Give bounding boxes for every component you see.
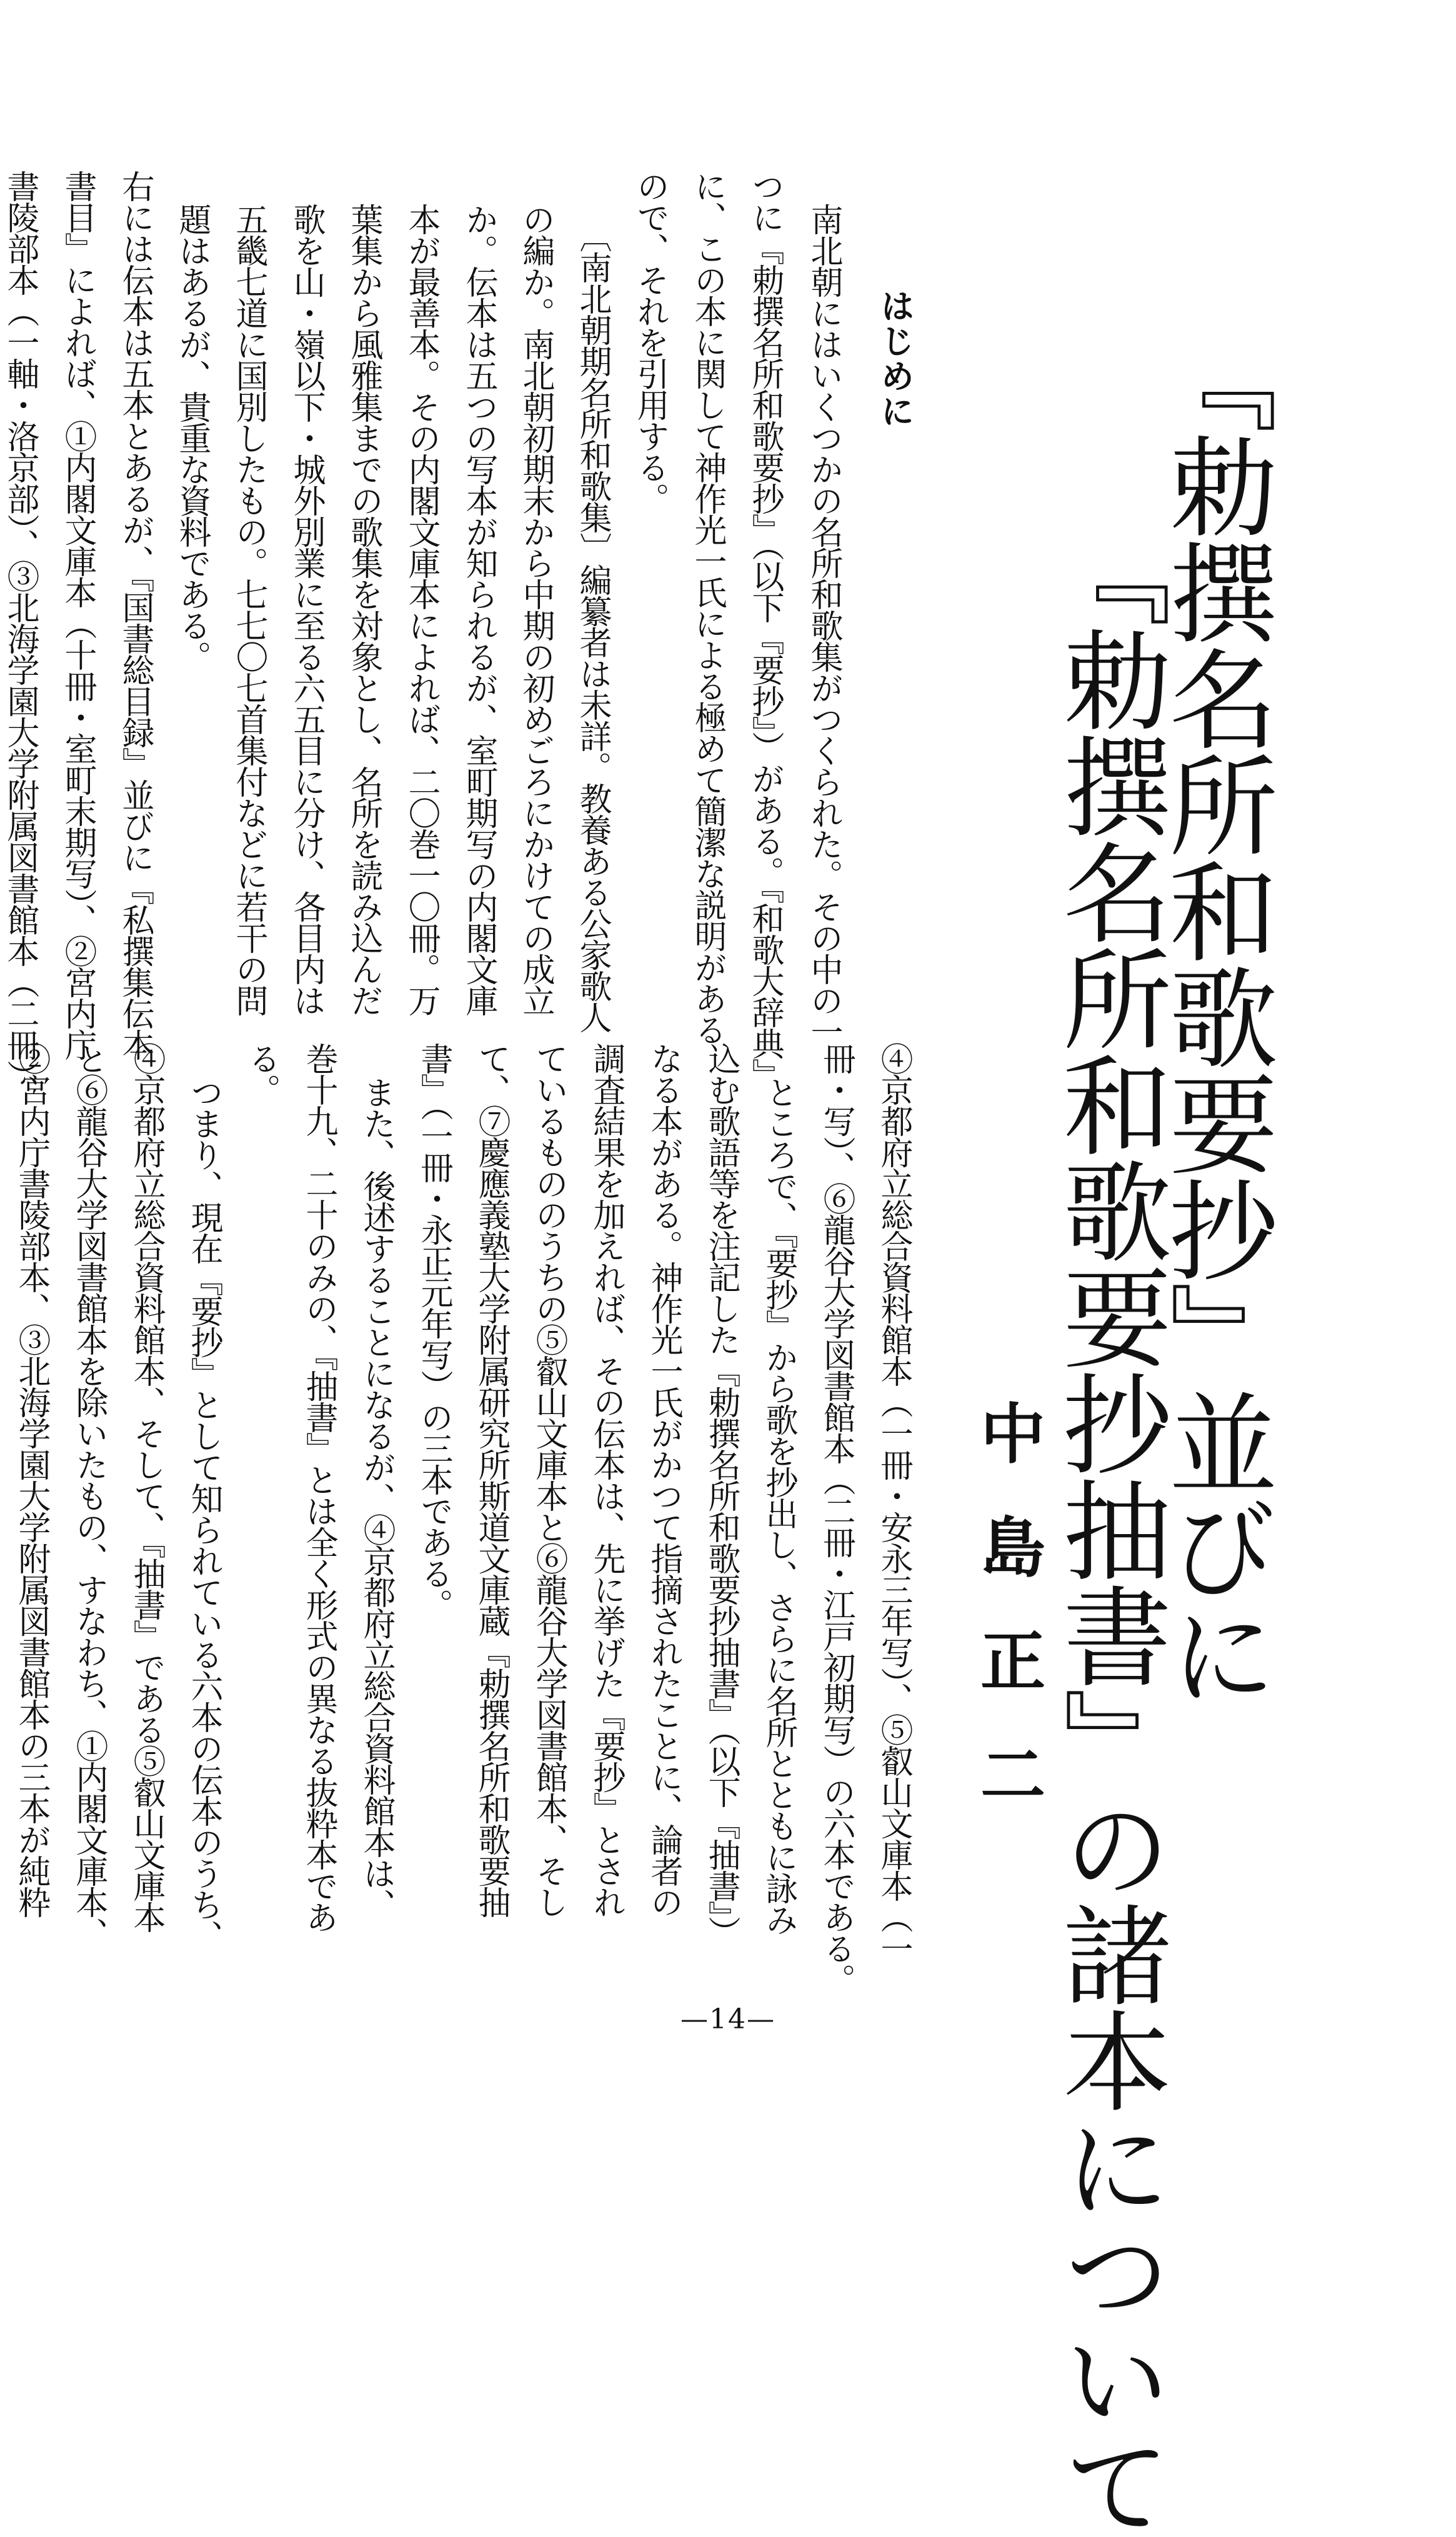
body-column: と⑥龍谷大学図書館本を除いたもの、すなわち、①内閣文庫本、 [70, 1042, 107, 1948]
body-column: る。 [242, 1042, 280, 1105]
body-column: 本が最善本。その内閣文庫本によれば、二〇巻一〇冊。万 [402, 203, 440, 1015]
body-column: に、この本に関して神作光一氏による極めて簡潔な説明がある [689, 170, 726, 1045]
body-column: 題はあるが、貴重な資料である。 [173, 203, 211, 672]
body-column: なる本がある。神作光一氏がかつて指摘されたことに、論者の [645, 1042, 682, 1917]
page-number: —14— [681, 2003, 775, 2035]
body-column: 右には伝本は五本とあるが、『国書総目録』並びに『私撰集伝本 [116, 170, 154, 1060]
body-column: 冊・写）、⑥龍谷大学図書館本（二冊・江戸初期写）の六本である。 [817, 1042, 855, 1995]
body-column: つに『勅撰名所和歌要抄』（以下『要抄』）がある。『和歌大辞典』 [746, 170, 784, 1090]
body-column: つまり、現在『要抄』として知られている六本の伝本のうち、 [185, 1076, 222, 1951]
body-column: 調査結果を加えれば、その伝本は、先に挙げた『要抄』とされ [587, 1042, 625, 1917]
body-column: ているもののうちの⑤叡山文庫本と⑥龍谷大学図書館本、そし [530, 1042, 567, 1917]
body-column: ④京都府立総合資料館本、そして、『抽書』である⑤叡山文庫本 [127, 1042, 165, 1932]
title-line-1: 『勅撰名所和歌要抄』並びに [1150, 325, 1277, 1706]
body-column: 葉集から風雅集までの歌集を対象とし、名所を読み込んだ [345, 203, 382, 1015]
body-column: か。伝本は五つの写本が知られるが、室町期写の内閣文庫 [460, 203, 497, 1015]
body-column: 南北朝にはいくつかの名所和歌集がつくられた。その中の一 [805, 203, 842, 1047]
body-column: 書陵部本（一軸・洛京部）、③北海学園大学附属図書館本（二冊）、 [1, 170, 39, 1106]
section-heading: はじめに [875, 289, 915, 429]
body-column: 込む歌語等を注記した『勅撰名所和歌要抄抽書』（以下『抽書』） [702, 1042, 740, 1947]
body-column: ところで、『要抄』から歌を抄出し、さらに名所とともに詠み [760, 1076, 797, 1935]
body-column: ので、それを引用する。 [631, 170, 669, 514]
body-column: 巻十九、二十のみの、『抽書』とは全く形式の異なる抜粋本であ [300, 1042, 337, 1932]
author-name: 中島正二 [969, 1400, 1045, 1855]
body-column: 書目』によれば、①内閣文庫本（十冊・室町末期写）、②宮内庁 [59, 170, 96, 1060]
body-column: ②宮内庁書陵部本、③北海学園大学附属図書館本の三本が純粋 [12, 1042, 50, 1917]
title-line-2: 『勅撰名所和歌要抄抽書』の諸本について [1044, 519, 1171, 2537]
body-column: 書』（一冊・永正元年写）の三本である。 [415, 1042, 452, 1620]
body-column: て、⑦慶應義塾大学附属研究所斯道文庫蔵『勅撰名所和歌要抽 [472, 1042, 510, 1917]
body-column: ④京都府立総合資料館本（一冊・安永三年写）、⑤叡山文庫本（一 [875, 1042, 912, 1963]
body-column: 〔南北朝期名所和歌集〕編纂者は未詳。教養ある公家歌人 [574, 220, 611, 1032]
body-column: 五畿七道に国別したもの。七七〇七首集付などに若干の問 [230, 203, 267, 1015]
body-column: また、後述することになるが、④京都府立総合資料館本は、 [357, 1076, 395, 1920]
body-column: の編か。南北朝初期末から中期の初めごろにかけての成立 [517, 203, 554, 1015]
body-column: 歌を山・嶺以下・城外別業に至る六五目に分け、各目内は [287, 203, 325, 1015]
